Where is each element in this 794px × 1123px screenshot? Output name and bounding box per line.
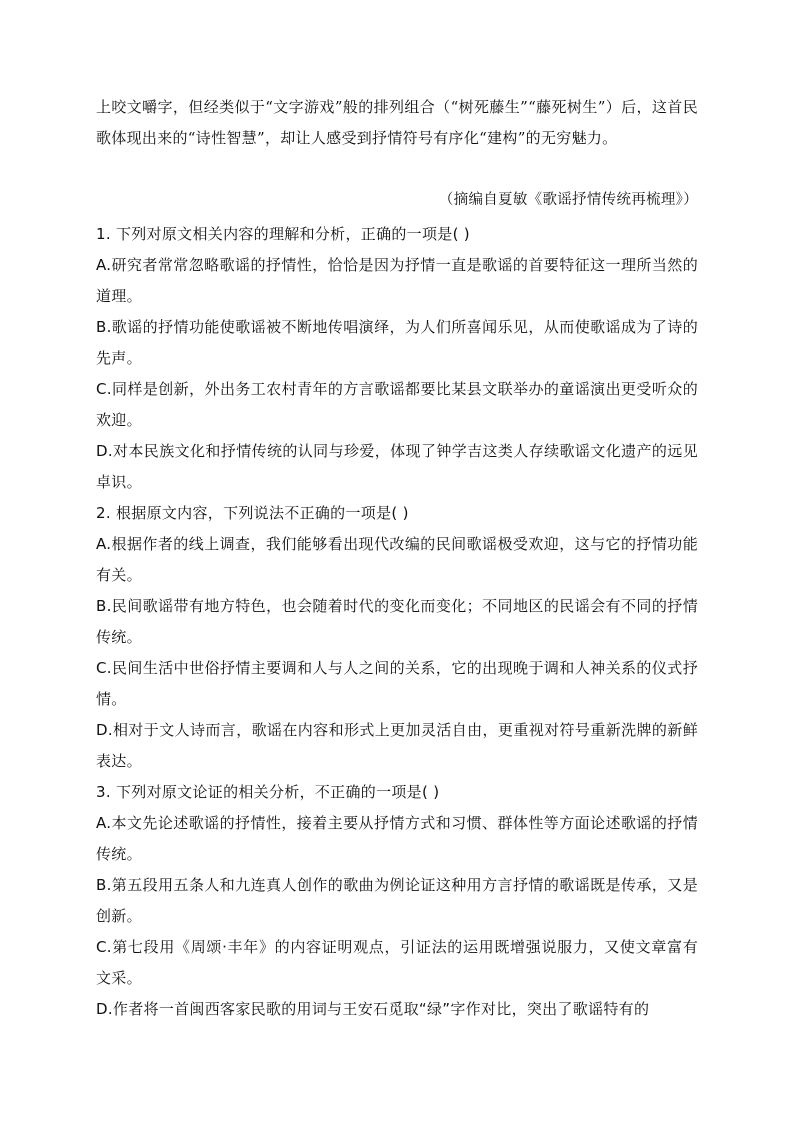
option-b: B.第五段用五条人和九连真人创作的歌曲为例论证这种用方言抒情的歌谣既是传承，又是创新。	[96, 876, 698, 925]
option-d: D.相对于文人诗而言，歌谣在内容和形式上更加灵活自由，更重视对符号重新洗牌的新鲜表达。	[96, 721, 698, 770]
question-stem: 3. 下列对原文论证的相关分析，不正确的一项是( )	[96, 783, 440, 801]
passage-excerpt	[96, 92, 698, 154]
question-stem: 1. 下列对原文相关内容的理解和分析，正确的一项是( )	[96, 225, 470, 243]
option-d: D.对本民族文化和抒情传统的认同与珍爱，体现了钟学吉这类人存续歌谣文化遗产的远见卓识。	[96, 442, 698, 491]
question-1	[96, 219, 698, 498]
option-b: B.歌谣的抒情功能使歌谣被不断地传唱演绎，为人们所喜闻乐见，从而使歌谣成为了诗的先声。	[96, 318, 698, 367]
option-b: B.民间歌谣带有地方特色，也会随着时代的变化而变化；不同地区的民谣会有不同的抒情传统。	[96, 597, 698, 646]
option-c: C.民间生活中世俗抒情主要调和人与人之间的关系，它的出现晚于调和人神关系的仪式抒情。	[96, 659, 698, 708]
option-a: A.根据作者的线上调查，我们能够看出现代改编的民间歌谣极受欢迎，这与它的抒情功能有关。	[96, 535, 698, 584]
option-d: D.作者将一首闽西客家民歌的用词与王安石觅取“绿”字作对比，突出了歌谣特有的	[96, 1000, 650, 1018]
option-c: C.同样是创新，外出务工农村青年的方言歌谣都要比某县文联举办的童谣演出更受听众的欢迎。	[96, 380, 698, 429]
option-a: A.本文先论述歌谣的抒情性，接着主要从抒情方式和习惯、群体性等方面论述歌谣的抒情传统。	[96, 814, 698, 863]
passage-paragraph: 上咬文嚼字，但经类似于“文字游戏”般的排列组合（“树死藤生”“藤死树生”）后，这首民歌体现出来的“诗性智慧”，却让人感受到抒情符号有序化“建构”的无穷魅力。	[96, 98, 698, 147]
question-2	[96, 498, 698, 777]
question-list	[96, 219, 698, 1025]
option-c: C.第七段用《周颂·丰年》的内容证明观点，引证法的运用既增强说服力，又使文章富有文采。	[96, 938, 698, 987]
question-3	[96, 777, 698, 1025]
question-stem: 2. 根据原文内容，下列说法不正确的一项是( )	[96, 504, 409, 522]
option-a: A.研究者常常忽略歌谣的抒情性，恰恰是因为抒情一直是歌谣的首要特征这一理所当然的道理。	[96, 256, 698, 305]
source-citation: （摘编自夏敏《歌谣抒情传统再梳理》）	[438, 192, 698, 208]
